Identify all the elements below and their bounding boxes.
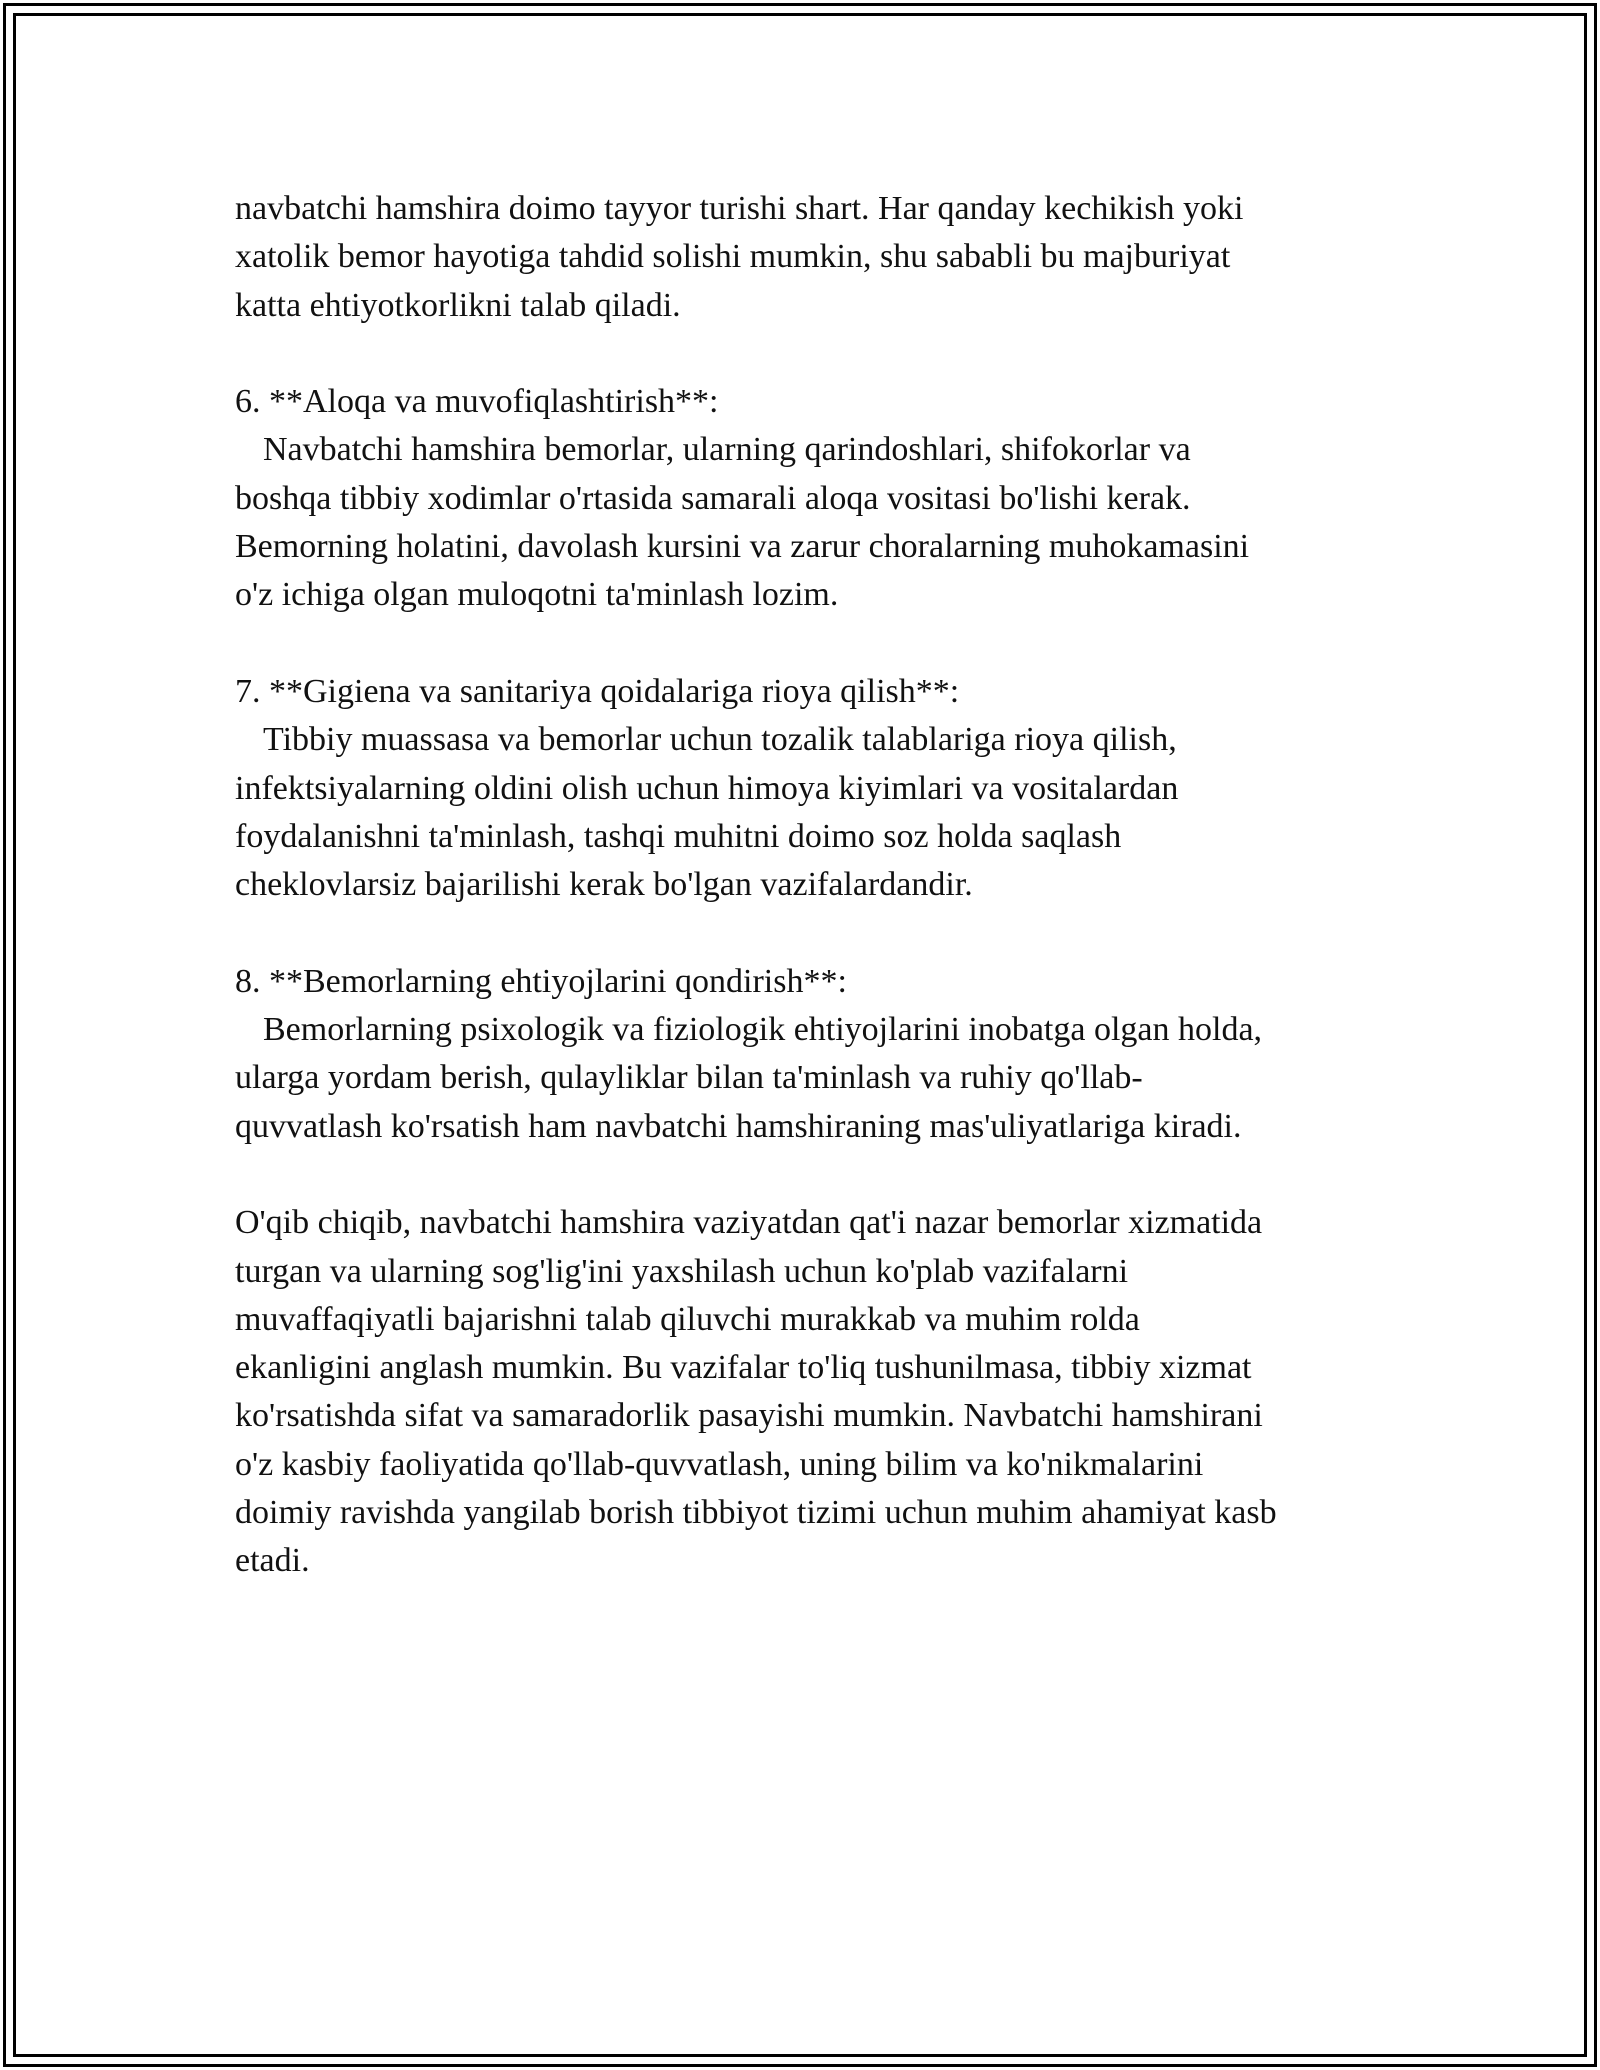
paragraph-gap [235,620,1415,668]
text-line: ularga yordam berish, qulayliklar bilan ta'minlash va ruhiy qo'llab- [235,1059,1143,1097]
section-heading-7: 7. **Gigiena va sanitariya qoidalariga rioya qilish**: [235,672,960,710]
text-line: xatolik bemor hayotiga tahdid solishi mumkin, shu sababli bu majburiyat [235,238,1231,276]
text-line: navbatchi hamshira doimo tayyor turishi shart. Har qanday kechikish yoki [235,190,1244,227]
text-line: quvvatlash ko'rsatish ham navbatchi hamshiraning mas'uliyatlariga kiradi. [235,1107,1242,1145]
text-line: doimiy ravishda yangilab borish tibbiyot tizimi uchun muhim ahamiyat kasb [235,1494,1277,1532]
text-line: foydalanishni ta'minlash, tashqi muhitni doimo soz holda saqlash [235,817,1122,855]
text-line: infektsiyalarning oldini olish uchun himoya kiyimlari va vositalardan [235,769,1179,807]
paragraph-gap [235,330,1415,378]
text-line: katta ehtiyotkorlikni talab qiladi. [235,286,681,324]
text-line: Tibbiy muassasa va bemorlar uchun tozalik talablariga rioya qilish, [263,721,1177,759]
text-line: etadi. [235,1542,310,1580]
text-line: O'qib chiqib, navbatchi hamshira vaziyatdan qat'i nazar bemorlar xizmatida [235,1204,1263,1242]
paragraph-gap [235,1151,1415,1199]
text-line: muvaffaqiyatli bajarishni talab qiluvchi murakkab va muhim rolda [235,1300,1140,1338]
text-line: Bemorning holatini, davolash kursini va zarur choralarning muhokamasini [235,528,1250,566]
text-line: ko'rsatishda sifat va samaradorlik pasayishi mumkin. Navbatchi hamshirani [235,1397,1263,1435]
text-line: Navbatchi hamshira bemorlar, ularning qarindoshlari, shifokorlar va [263,431,1191,469]
text-line: Bemorlarning psixologik va fiziologik ehtiyojlarini inobatga olgan holda, [263,1011,1263,1049]
text-line: ekanligini anglash mumkin. Bu vazifalar to'liq tushunilmasa, tibbiy xizmat [235,1349,1252,1387]
paragraph-gap [235,909,1415,957]
text-line: boshqa tibbiy xodimlar o'rtasida samarali aloqa vositasi bo'lishi kerak. [235,479,1191,517]
section-heading-6: 6. **Aloqa va muvofiqlashtirish**: [235,383,719,421]
section-heading-8: 8. **Bemorlarning ehtiyojlarini qondirish**: [235,962,847,1000]
document-body [235,185,1415,1586]
text-line: o'z kasbiy faoliyatida qo'llab-quvvatlash, uning bilim va ko'nikmalarini [235,1445,1204,1483]
text-line: cheklovlarsiz bajarilishi kerak bo'lgan vazifalardandir. [235,866,973,904]
text-line: o'z ichiga olgan muloqotni ta'minlash lozim. [235,576,839,614]
text-line: turgan va ularning sog'lig'ini yaxshilash uchun ko'plab vazifalarni [235,1252,1129,1290]
